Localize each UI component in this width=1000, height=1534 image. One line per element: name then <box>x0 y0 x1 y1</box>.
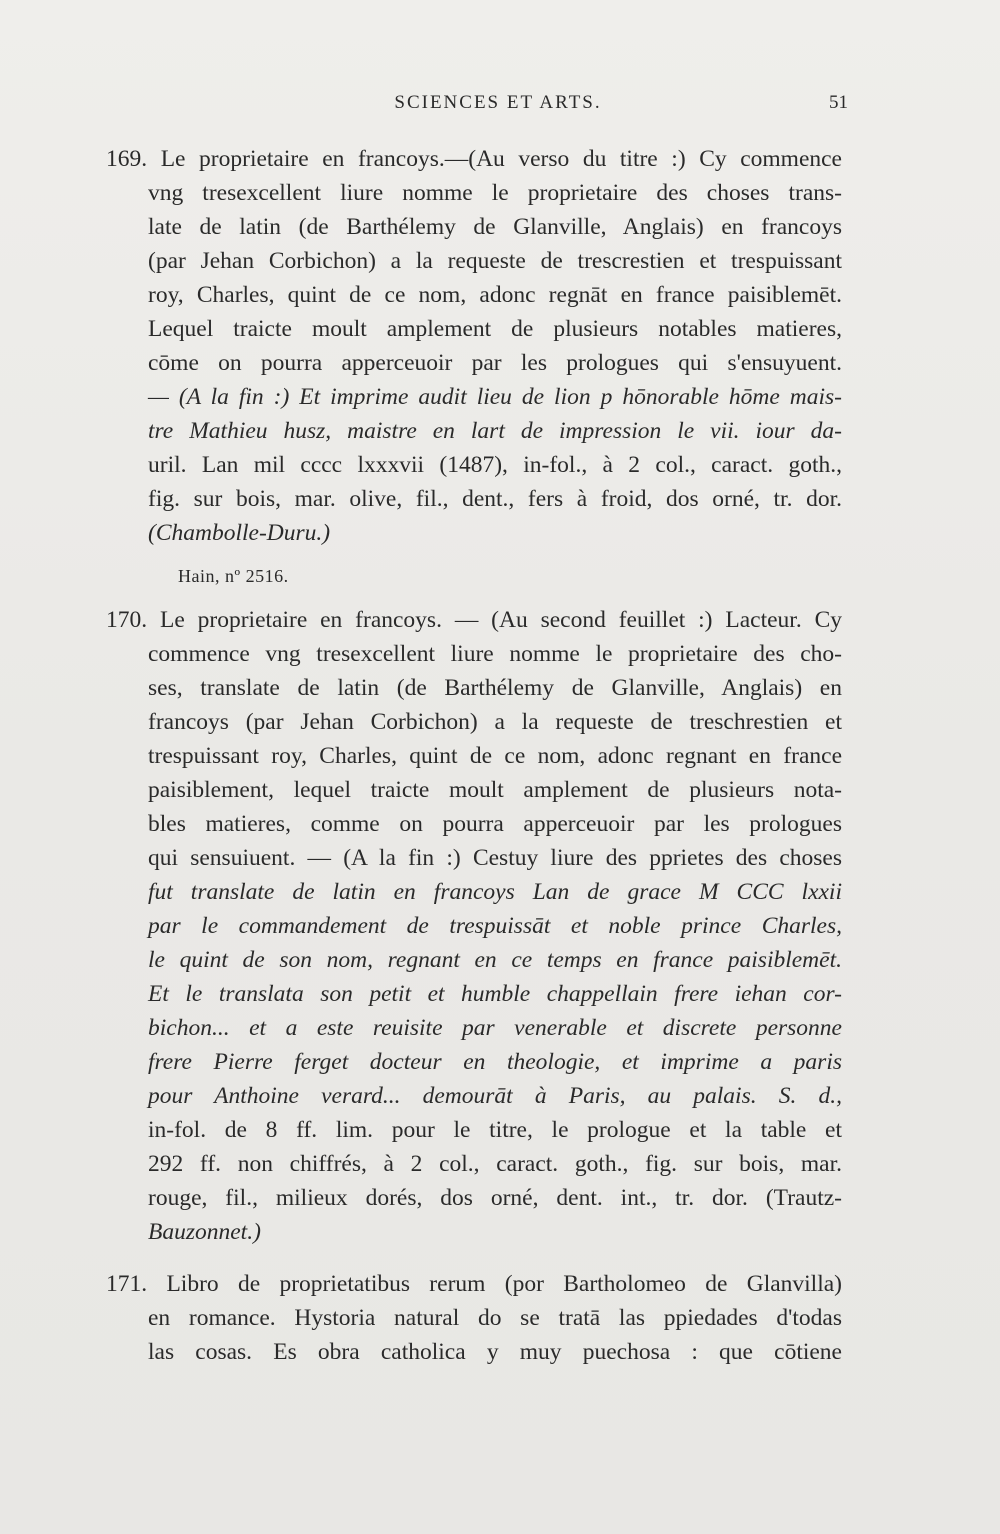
entry-line: roy, Charles, quint de ce nom, adonc regnāt en france paisiblemēt. <box>148 282 842 308</box>
entry-line: 169. Le proprietaire en francoys.—(Au verso du titre :) Cy commence <box>106 146 842 172</box>
entry-line: Lequel traicte moult amplement de plusieurs notables matieres, <box>148 316 842 342</box>
entry-line: in-fol. de 8 ff. lim. pour le titre, le prologue et la table et <box>148 1117 842 1143</box>
entry-line: frere Pierre ferget docteur en theologie, et imprime a paris <box>148 1049 842 1075</box>
entry-line: 170. Le proprietaire en francoys. — (Au second feuillet :) Lacteur. Cy <box>106 607 842 633</box>
entry-line: 292 ff. non chiffrés, à 2 col., caract. goth., fig. sur bois, mar. <box>148 1151 842 1177</box>
entry-line: ses, translate de latin (de Barthélemy de Glanville, Anglais) en <box>148 675 842 701</box>
entry-line: fig. sur bois, mar. olive, fil., dent., fers à froid, dos orné, tr. dor. <box>148 486 842 512</box>
entry-line: (par Jehan Corbichon) a la requeste de trescrestien et trespuissant <box>148 248 842 274</box>
running-head-title: SCIENCES ET ARTS. <box>394 92 602 113</box>
entry-line: pour Anthoine verard... demourāt à Paris, au palais. S. d., <box>148 1083 842 1109</box>
entry-line: Et le translata son petit et humble chappellain frere iehan cor- <box>148 981 842 1007</box>
entry-line: late de latin (de Barthélemy de Glanville, Anglais) en francoys <box>148 214 842 240</box>
entry-line: tre Mathieu husz, maistre en lart de impression le vii. iour da- <box>148 418 842 444</box>
entry-line: bles matieres, comme on pourra apperceuoir par les prologues <box>148 811 842 837</box>
entry-line: (Chambolle-Duru.) <box>148 520 331 546</box>
entry-line: trespuissant roy, Charles, quint de ce nom, adonc regnant en france <box>148 743 842 769</box>
running-head <box>148 92 848 122</box>
bibliographic-note: Hain, nº 2516. <box>178 566 289 586</box>
entry-line: Bauzonnet.) <box>148 1219 261 1245</box>
entry-line: uril. Lan mil cccc lxxxvii (1487), in-fol., à 2 col., caract. goth., <box>148 452 842 478</box>
entry-line: commence vng tresexcellent liure nomme le proprietaire des cho- <box>148 641 842 667</box>
entry-line: qui sensuiuent. — (A la fin :) Cestuy liure des pprietes des choses <box>148 845 842 871</box>
entry-line: francoys (par Jehan Corbichon) a la requeste de treschrestien et <box>148 709 842 735</box>
entry-line: paisiblement, lequel traicte moult amplement de plusieurs nota- <box>148 777 842 803</box>
entry-line: rouge, fil., milieux dorés, dos orné, dent. int., tr. dor. (Trautz- <box>148 1185 842 1211</box>
entry-line: par le commandement de trespuissāt et noble prince Charles, <box>148 913 842 939</box>
entry-line: 171. Libro de proprietatibus rerum (por Bartholomeo de Glanvilla) <box>106 1271 842 1297</box>
entry-line: las cosas. Es obra catholica y muy puechosa : que cōtiene <box>148 1339 842 1365</box>
entry-line: cōme on pourra apperceuoir par les prologues qui s'ensuyuent. <box>148 350 842 376</box>
entry-line: fut translate de latin en francoys Lan de grace M CCC lxxii <box>148 879 842 905</box>
entry-line: le quint de son nom, regnant en ce temps en france paisiblemēt. <box>148 947 842 973</box>
entry-line: bichon... et a este reuisite par venerable et discrete personne <box>148 1015 842 1041</box>
entry-line: vng tresexcellent liure nomme le proprietaire des choses trans- <box>148 180 842 206</box>
entry-line: — (A la fin :) Et imprime audit lieu de lion p hōnorable hōme mais- <box>148 384 842 410</box>
page-number: 51 <box>829 92 848 113</box>
entry-line: en romance. Hystoria natural do se tratā las ppiedades d'todas <box>148 1305 842 1331</box>
